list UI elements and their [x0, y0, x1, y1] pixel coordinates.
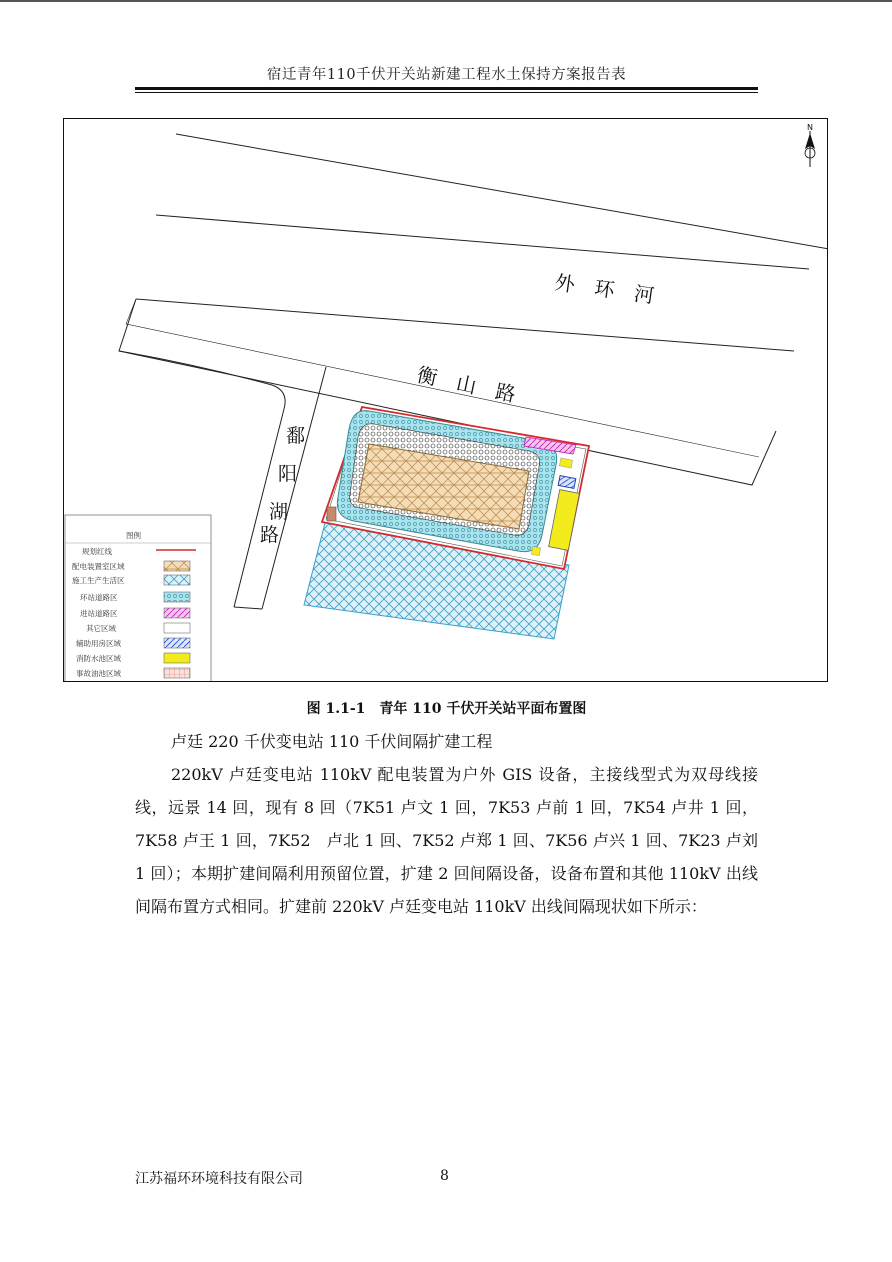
svg-text:N: N — [807, 123, 813, 132]
svg-text:湖: 湖 — [269, 501, 289, 523]
footer-company: 江苏福环环境科技有限公司 — [135, 1171, 303, 1187]
legend-item-oil-pool: 事故油池区域 — [76, 669, 121, 678]
legend — [65, 515, 211, 682]
site-layout-figure — [63, 118, 828, 682]
legend-item-other: 其它区域 — [86, 624, 116, 633]
legend-item-distribution: 配电装置室区域 — [72, 562, 125, 571]
page-top-border — [0, 0, 892, 2]
svg-text:阳: 阳 — [278, 463, 298, 485]
river-bank-north — [176, 134, 828, 249]
legend-item-auxiliary: 辅助用房区域 — [76, 639, 121, 648]
svg-text:鄱: 鄱 — [286, 425, 306, 447]
river-bank-mid — [156, 215, 809, 269]
header-rule-thin — [135, 92, 758, 93]
hengshan-road-label: 衡 山 路 — [414, 362, 518, 407]
poyanghu-road-label — [260, 425, 305, 546]
legend-item-fire-pool: 消防水池区域 — [76, 654, 121, 663]
running-header: 宿迁青年110千伏开关站新建工程水土保持方案报告表 — [266, 67, 627, 83]
header-rule-thick — [135, 87, 758, 90]
river-label: 外 环 河 — [553, 270, 656, 308]
legend-item-construction: 施工生产生活区 — [72, 576, 125, 585]
river-bank-south — [136, 299, 794, 351]
svg-text:路: 路 — [260, 524, 280, 546]
legend-title: 图例 — [126, 531, 141, 540]
page-number: 8 — [440, 1168, 449, 1184]
paragraph-description: 220kV 卢廷变电站 110kV 配电装置为户外 GIS 设备，主接线型式为双母线接线，远景 14 回，现有 8 回（7K51 卢文 1 回，7K53 卢前 1 回，7K54 卢井 1 回，7K58 卢王 1 回，7K52 卢北 1 回、7K52 卢郑 1 回、7K56 卢兴 1 回、7K23 卢刘 1 回）；本期扩建间隔利用预留位置，扩建 2 回间隔设备，设备布置和其他 110kV 出线间隔布置方式相同。扩建前 220kV 卢廷变电站 110kV 出线间隔现状如下所示： — [135, 765, 758, 916]
site-layout-map — [64, 119, 828, 682]
paragraph-project-title: 卢廷 220 千伏变电站 110 千伏间隔扩建工程 — [171, 732, 493, 751]
accident-oil-pool — [327, 507, 336, 521]
legend-item-red-line: 规划红线 — [82, 547, 112, 556]
legend-item-entrance-road: 进站道路区 — [80, 609, 118, 618]
north-arrow-icon — [805, 123, 815, 167]
legend-item-ring-road: 环站道路区 — [80, 593, 118, 602]
figure-caption: 图 1.1-1 青年 110 千伏开关站平面布置图 — [306, 701, 587, 717]
